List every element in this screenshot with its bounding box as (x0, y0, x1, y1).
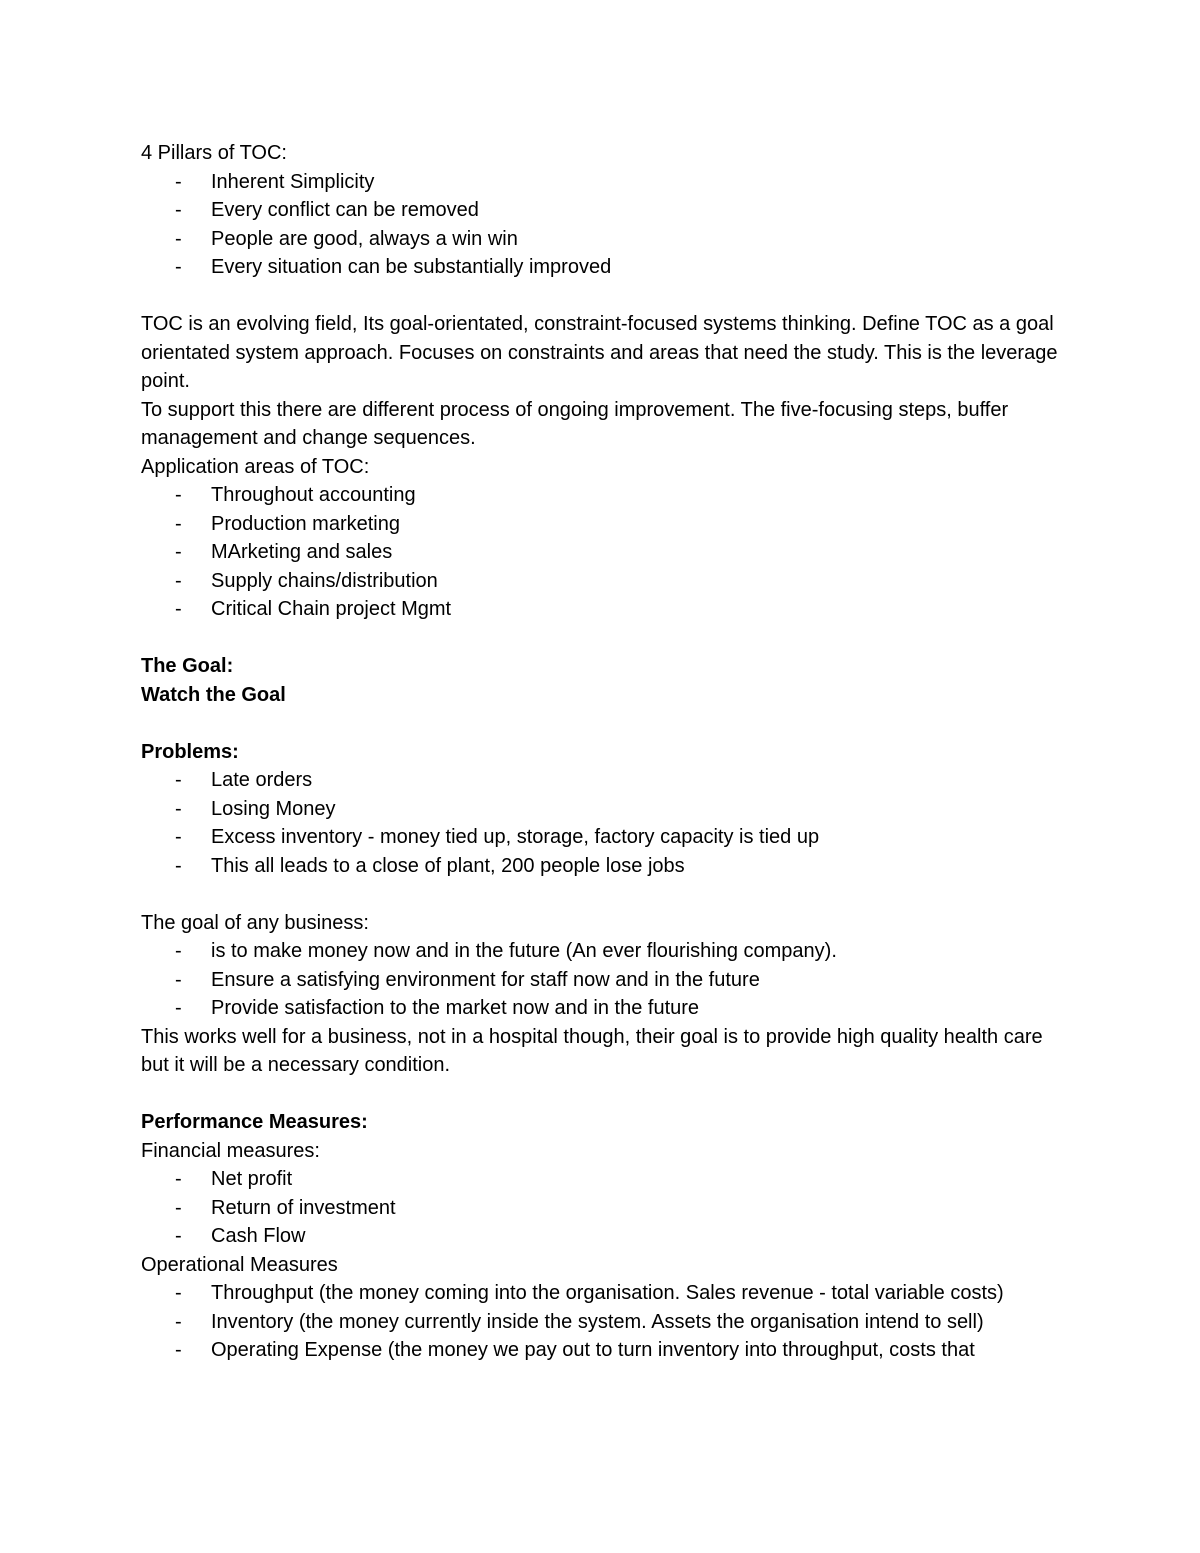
dash-bullet-icon: - (175, 569, 182, 592)
dash-bullet-icon: - (175, 854, 182, 877)
financial-heading: Financial measures: (141, 1139, 320, 1162)
list-item: - Losing Money (141, 795, 1061, 824)
support-paragraph: To support this there are different process of ongoing improvement. The five-focusing steps, buffer management and change sequences. (141, 398, 1009, 449)
dash-bullet-icon: - (175, 227, 182, 250)
pillars-list (141, 168, 1061, 282)
document-page (141, 139, 1061, 1365)
dash-bullet-icon: - (175, 1225, 182, 1247)
business-goal-heading: The goal of any business: (141, 911, 369, 934)
dash-bullet-icon: - (175, 1339, 182, 1361)
list-item: - Cash Flow (141, 1222, 1061, 1251)
list-item: - People are good, always a win win (141, 225, 1061, 254)
list-item: - MArketing and sales (141, 538, 1061, 567)
list-item: - Inventory (the money currently inside the system. Assets the organisation intend to sell) (141, 1308, 1061, 1337)
list-item: - Inherent Simplicity (141, 168, 1061, 197)
dash-bullet-icon: - (175, 797, 182, 820)
dash-bullet-icon: - (175, 1196, 182, 1219)
dash-bullet-icon: - (175, 170, 182, 193)
application-list (141, 481, 1061, 624)
list-item: - Provide satisfaction to the market now and in the future (141, 994, 1061, 1023)
list-item: - Ensure a satisfying environment for staff now and in the future (141, 966, 1061, 995)
goal-heading: The Goal: (141, 655, 234, 677)
business-goal-note: This works well for a business, not in a hospital though, their goal is to provide high quality health care but it will be a necessary condition. (141, 1025, 1043, 1076)
dash-bullet-icon: - (175, 512, 182, 535)
dash-bullet-icon: - (175, 541, 182, 563)
list-item: - Throughput (the money coming into the organisation. Sales revenue - total variable costs) (141, 1279, 1061, 1308)
dash-bullet-icon: - (175, 598, 182, 620)
dash-bullet-icon: - (175, 1282, 182, 1304)
list-item: - Supply chains/distribution (141, 567, 1061, 596)
intro-paragraph: TOC is an evolving field, Its goal-orientated, constraint-focused systems thinking. Define TOC as a goal orientated system approach. Focuses on constraints and areas that need the study. This is the leverage point. (141, 313, 1058, 392)
list-item: - Every conflict can be removed (141, 196, 1061, 225)
application-heading: Application areas of TOC: (141, 455, 370, 478)
dash-bullet-icon: - (175, 826, 182, 848)
dash-bullet-icon: - (175, 484, 182, 506)
dash-bullet-icon: - (175, 256, 182, 278)
dash-bullet-icon: - (175, 199, 182, 221)
dash-bullet-icon: - (175, 968, 182, 991)
problems-heading: Problems: (141, 740, 239, 763)
problems-list (141, 766, 1061, 880)
list-item: - Return of investment (141, 1194, 1061, 1223)
list-item: - Late orders (141, 766, 1061, 795)
list-item: - This all leads to a close of plant, 200 people lose jobs (141, 852, 1061, 881)
dash-bullet-icon: - (175, 769, 182, 791)
goal-subheading: Watch the Goal (141, 683, 286, 706)
dash-bullet-icon: - (175, 1310, 182, 1333)
list-item: - Production marketing (141, 510, 1061, 539)
operational-heading: Operational Measures (141, 1253, 338, 1276)
financial-list (141, 1165, 1061, 1251)
dash-bullet-icon: - (175, 1168, 182, 1190)
performance-heading: Performance Measures: (141, 1111, 368, 1133)
list-item: - is to make money now and in the future (An ever flourishing company). (141, 937, 1061, 966)
list-item: - Operating Expense (the money we pay out to turn inventory into throughput, costs that (141, 1336, 1061, 1365)
pillars-heading: 4 Pillars of TOC: (141, 142, 287, 164)
dash-bullet-icon: - (175, 940, 182, 962)
business-goal-list (141, 937, 1061, 1023)
list-item: - Excess inventory - money tied up, storage, factory capacity is tied up (141, 823, 1061, 852)
list-item: - Critical Chain project Mgmt (141, 595, 1061, 624)
dash-bullet-icon: - (175, 997, 182, 1019)
list-item: - Net profit (141, 1165, 1061, 1194)
list-item: - Throughout accounting (141, 481, 1061, 510)
list-item: - Every situation can be substantially improved (141, 253, 1061, 282)
operational-list (141, 1279, 1061, 1365)
